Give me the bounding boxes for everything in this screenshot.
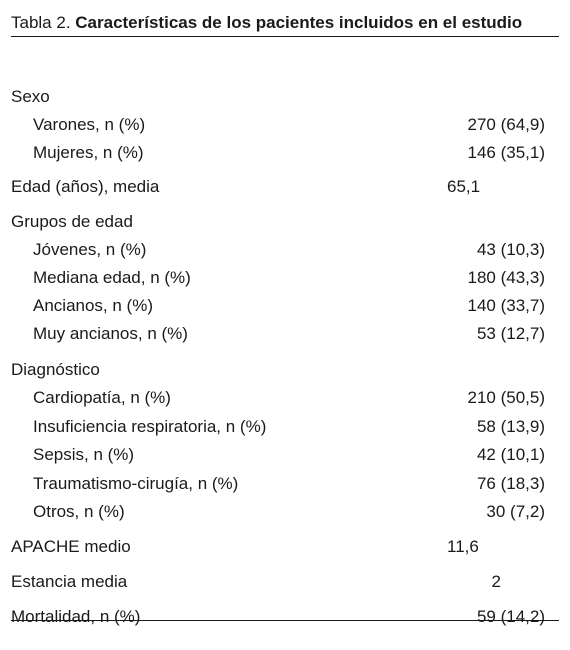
table-row xyxy=(11,606,559,628)
table-row xyxy=(11,267,559,289)
row-label: Sexo xyxy=(11,87,50,106)
row-label: Muy ancianos, n (%) xyxy=(33,324,188,343)
row-label: Ancianos, n (%) xyxy=(33,296,153,315)
row-label: Mortalidad, n (%) xyxy=(11,607,141,626)
row-value: 140 (33,7) xyxy=(467,296,545,315)
table-row xyxy=(11,295,559,317)
table-row xyxy=(11,536,559,558)
row-label: Insuficiencia respiratoria, n (%) xyxy=(33,417,267,436)
row-value: 42 (10,1) xyxy=(476,445,545,464)
row-label: Traumatismo-cirugía, n (%) xyxy=(33,474,239,493)
table-row xyxy=(11,239,559,261)
row-label: Grupos de edad xyxy=(11,212,133,231)
table-row xyxy=(11,571,559,593)
table-number: Tabla 2. xyxy=(11,13,76,32)
table-group-header xyxy=(11,211,559,233)
row-value: 53 (12,7) xyxy=(476,324,545,343)
row-value: 30 (7,2) xyxy=(486,502,545,521)
row-label: Cardiopatía, n (%) xyxy=(33,388,171,407)
table-row xyxy=(11,473,559,495)
row-value: 180 (43,3) xyxy=(467,268,545,287)
table-row xyxy=(11,501,559,523)
row-value: 146 (35,1) xyxy=(467,143,545,162)
row-value: 210 (50,5) xyxy=(467,388,545,407)
bottom-rule xyxy=(11,620,559,621)
row-label: Sepsis, n (%) xyxy=(33,445,135,464)
table-caption xyxy=(11,13,559,35)
row-label: Jóvenes, n (%) xyxy=(33,240,147,259)
row-value: 2 xyxy=(491,572,501,591)
top-rule xyxy=(11,36,559,37)
row-label: Varones, n (%) xyxy=(33,115,146,134)
row-label: Otros, n (%) xyxy=(33,502,125,521)
table-row xyxy=(11,176,559,198)
characteristics-table xyxy=(11,0,559,626)
table-group-header xyxy=(11,86,559,108)
row-value: 58 (13,9) xyxy=(476,417,545,436)
row-value: 43 (10,3) xyxy=(476,240,545,259)
row-label: Edad (años), media xyxy=(11,177,160,196)
table-group-header xyxy=(11,359,559,381)
table-row xyxy=(11,416,559,438)
table-row xyxy=(11,114,559,136)
row-label: Mujeres, n (%) xyxy=(33,143,144,162)
row-label: Estancia media xyxy=(11,572,128,591)
row-label: APACHE medio xyxy=(11,537,131,556)
row-value: 59 (14,2) xyxy=(476,607,545,626)
row-value: 270 (64,9) xyxy=(467,115,545,134)
row-value: 76 (18,3) xyxy=(476,474,545,493)
table-row xyxy=(11,387,559,409)
row-value: 11,6 xyxy=(447,537,479,556)
table-row xyxy=(11,444,559,466)
table-row xyxy=(11,142,559,164)
table-title: Características de los pacientes incluidos en el estudio xyxy=(75,13,523,32)
row-value: 65,1 xyxy=(447,177,481,196)
table-row xyxy=(11,323,559,345)
row-label: Diagnóstico xyxy=(11,360,100,379)
row-label: Mediana edad, n (%) xyxy=(33,268,191,287)
